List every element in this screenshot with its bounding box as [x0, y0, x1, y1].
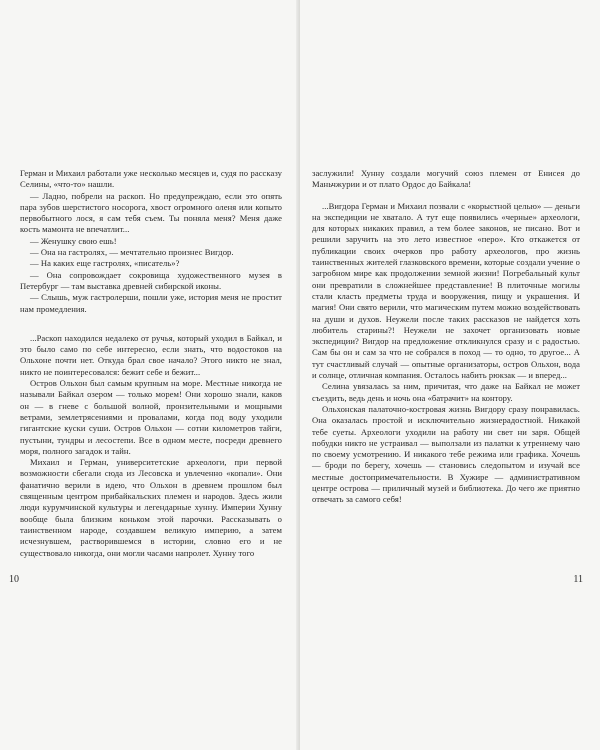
paragraph: Остров Ольхон был самым крупным на море. Местные никогда не называли Байкал озером — только морем! Они хорошо знали, каков он — в гневе с большой волной, пронзительными и мощными ветрами, землетрясениями и провалами, когда под воду уходили гигантские куски суши. Остров Ольхон — сотни километров тайги, пустыни, тундры и лесостепи. Все в одном месте, посреди древнего моря, полного загадок и тайн.	[20, 378, 282, 456]
paragraph: — На каких еще гастролях, «писатель»?	[30, 258, 180, 269]
page-number: 10	[9, 574, 19, 585]
paragraph: — Слышь, муж гастролерши, пошли уже, история меня не простит нам промедления.	[20, 292, 282, 314]
paragraph: ...Раскоп находился недалеко от ручья, который уходил в Байкал, и это было само по себе интересно, если знать, что водостоков на Ольхоне почти нет. Откуда брал свое начало? Этого никто не знал, никто не поинтересовался: бежит себе и бежит...	[20, 332, 282, 377]
paragraph: Михаил и Герман, университетские археологи, при первой возможности сбегали сюда из Лесовска и увлеченно «копали». Они фанатично верили в идею, что Ольхон в древнем прошлом был священным центром прибайкальских племен и народов. Здесь жили люди курумчинской культуры и легендарные хунну. Империи Хунну вообще была близким коньком этой парочки. Рассказывать о таинственном народе, создавшем великую империю, а затем исчезнувшем, растворившемся в истории, словно его и не существовало никогда, они могли часами напролет. Хунну того	[20, 457, 282, 558]
paragraph: Герман и Михаил работали уже несколько месяцев и, судя по рассказу Селины, «что-то» нашли.	[20, 168, 282, 190]
paragraph: Ольхонская палаточно-костровая жизнь Вигдору сразу понравилась. Она оказалась простой и исключительно жизнерадостной. Никакой тебе суеты. Археологи уходили на работу ни свет ни заря. Общей побудки никто не устраивал — выползали из палатки к утреннему чаю по своему усмотрению. И никакого тебе режима или графика. Хочешь — броди по берегу, хочешь — становись следопытом и изучай все местные достопримечательности. В Хужире — административном центре острова — приличный музей и библиотека. До чего же приятно отвечать за самого себя!	[312, 403, 580, 505]
paragraph: ...Вигдора Герман и Михаил позвали с «корыстной целью» — деньги на экспедиции не хватало. А тут еще появились «черные» археологи, для которых никаких правил, а тем более законов, не писано. Вот и решили заручить на это лето известное «перо». Кто откажется от публикации своих очерков про работу археологов, про жизнь таинственных жителей глазковского времени, которые создали учение о загробном мире как продолжении земной жизни! Погребальный культ они превратили в сложнейшее представление! В плиточные могилы стали класть предметы труда и вооружения, пищу и украшения. И магия! Они свято верили, что магическим путем можно воздействовать на души и духов. Неужели после таких рассказов не найдется хоть любитель старины?! Неужели не захочет организовать новые экспедиции? Вигдор на предложение откликнулся сразу и с радостью. Сам бы он и сам за что не собрался в поход — то одно, то другое... А тут счастливый случай — опытные организаторы, остров Ольхон, вода и солнце, отличная компания. Осталось набить рюкзак — и вперед...	[312, 200, 580, 381]
paragraph: — Ладно, побрели на раскоп. Но предупреждаю, если это опять пара зубов шерстистого носорога, хвост огромного оленя или копыто первобытного лося, я сам тебя съем. Ты поняла меня? Меня даже кость мамонта не впечатлит...	[20, 190, 282, 235]
paragraph: — Она сопровождает сокровища художественного музея в Петербург — там выставка древней сибирской иконы.	[20, 269, 282, 291]
paragraph: заслужили! Хунну создали могучий союз племен от Енисея до Маньчжурии и от плато Ордос до Байкала!	[312, 168, 580, 190]
right-page-text	[312, 168, 580, 506]
paragraph: — Она на гастролях, — мечтательно произнес Вигдор.	[30, 247, 234, 258]
paragraph: — Женушку свою ешь!	[30, 235, 117, 246]
paragraph: Селина увязалась за ним, причитая, что даже на Байкал не может съездить, ведь день и ночь она «батрачит» на контору.	[312, 381, 580, 403]
right-page	[300, 0, 600, 750]
page-number: 11	[573, 574, 583, 585]
left-page-text	[20, 168, 282, 559]
